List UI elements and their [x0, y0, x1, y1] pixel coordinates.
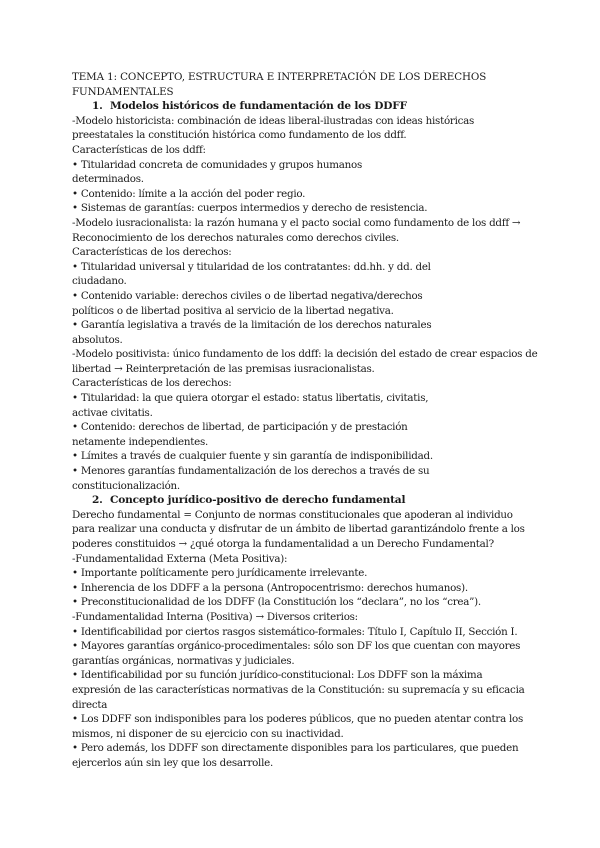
text-line: activae civitatis. — [72, 406, 153, 419]
text-line: • Titularidad universal y titularidad de los contratantes: dd.hh. y dd. del — [72, 260, 431, 273]
text-line: • Importante políticamente pero jurídicamente irrelevante. — [72, 567, 368, 580]
text-line: determinados. — [72, 173, 144, 186]
text-line: • Preconstitucionalidad de los DDFF (la Constitución los “declara”, no los “crea”). — [72, 596, 481, 609]
text-line: Características de los ddff: — [72, 143, 206, 156]
text-line: • Identificabilidad por ciertos rasgos sistemático-formales: Título I, Capítulo II, Sección I. — [72, 625, 518, 638]
section-2-body — [72, 508, 542, 771]
text-line: • Límites a través de cualquier fuente y sin garantía de indisponibilidad. — [72, 450, 433, 463]
text-line: garantías orgánicas, normativas y judiciales. — [72, 654, 295, 667]
text-line: • Menores garantías fundamentalización de los derechos a través de su — [72, 465, 430, 478]
text-line: • Inherencia de los DDFF a la persona (Antropocentrismo: derechos humanos). — [72, 581, 468, 594]
text-line: mismos, ni disponer de su ejercicio con su inactividad. — [72, 727, 344, 740]
text-line: para realizar una conducta y disfrutar de un ámbito de libertad garantizándolo frente a los — [72, 523, 525, 536]
text-line: ciudadano. — [72, 275, 127, 288]
text-line: expresión de las características normativas de la Constitución: su supremacía y su eficacia — [72, 683, 525, 696]
text-line: Derecho fundamental = Conjunto de normas constitucionales que apoderan al individuo — [72, 508, 513, 521]
text-line: • Los DDFF son indisponibles para los poderes públicos, que no pueden atentar contra los — [72, 713, 524, 726]
text-line: políticos o de libertad positiva al servicio de la libertad negativa. — [72, 304, 394, 317]
document-page — [72, 70, 542, 771]
text-line: • Contenido variable: derechos civiles o de libertad negativa/derechos — [72, 289, 423, 302]
section-1-body — [72, 114, 542, 493]
text-line: • Identificabilidad por su función jurídico-constitucional: Los DDFF son la máxima — [72, 669, 483, 682]
text-line: directa — [72, 698, 108, 711]
text-line: preestatales la constitución histórica como fundamento de los ddff. — [72, 129, 407, 142]
text-line: constitucionalización. — [72, 479, 180, 492]
document-title-continued: FUNDAMENTALES — [72, 85, 174, 98]
document-title: TEMA 1: CONCEPTO, ESTRUCTURA E INTERPRETACIÓN DE LOS DERECHOS — [72, 71, 487, 83]
text-line: netamente independientes. — [72, 435, 209, 448]
section-1-heading — [72, 99, 542, 114]
section-2-title: Concepto jurídico-positivo de derecho fundamental — [110, 494, 406, 507]
section-2-number: 2. — [92, 494, 103, 507]
text-line: • Garantía legislativa a través de la limitación de los derechos naturales — [72, 319, 432, 332]
text-line: Reconocimiento de los derechos naturales como derechos civiles. — [72, 231, 399, 244]
section-1-title: Modelos históricos de fundamentación de los DDFF — [110, 100, 407, 113]
text-line: Características de los derechos: — [72, 246, 232, 259]
text-line: ejercerlos aún sin ley que los desarrolle. — [72, 756, 274, 769]
section-2-heading — [72, 493, 542, 508]
text-line: -Modelo positivista: único fundamento de los ddff: la decisión del estado de crear espacios de — [72, 348, 538, 361]
section-1-number: 1. — [92, 100, 103, 113]
text-line: -Fundamentalidad Externa (Meta Positiva): — [72, 552, 288, 565]
text-line: -Modelo historicista: combinación de ideas liberal-ilustradas con ideas históricas — [72, 114, 475, 127]
text-line: • Titularidad concreta de comunidades y grupos humanos — [72, 158, 363, 171]
text-line: • Contenido: derechos de libertad, de participación y de prestación — [72, 421, 408, 434]
text-line: • Sistemas de garantías: cuerpos intermedios y derecho de resistencia. — [72, 202, 428, 215]
text-line: • Titularidad: la que quiera otorgar el estado: status libertatis, civitatis, — [72, 392, 429, 405]
text-line: -Fundamentalidad Interna (Positiva) → Diversos criterios: — [72, 610, 358, 623]
text-line: absolutos. — [72, 333, 123, 346]
text-line: -Modelo iusracionalista: la razón humana y el pacto social como fundamento de los ddff → — [72, 216, 521, 229]
text-line: • Contenido: límite a la acción del poder regio. — [72, 187, 306, 200]
text-line: libertad → Reinterpretación de las premisas iusracionalistas. — [72, 362, 375, 375]
text-line: poderes constituidos → ¿qué otorga la fundamentalidad a un Derecho Fundamental? — [72, 538, 494, 550]
text-line: Características de los derechos: — [72, 377, 232, 390]
text-line: • Mayores garantías orgánico-procedimentales: sólo son DF los que cuentan con mayores — [72, 640, 521, 653]
text-line: • Pero además, los DDFF son directamente disponibles para los particulares, que pueden — [72, 742, 519, 755]
